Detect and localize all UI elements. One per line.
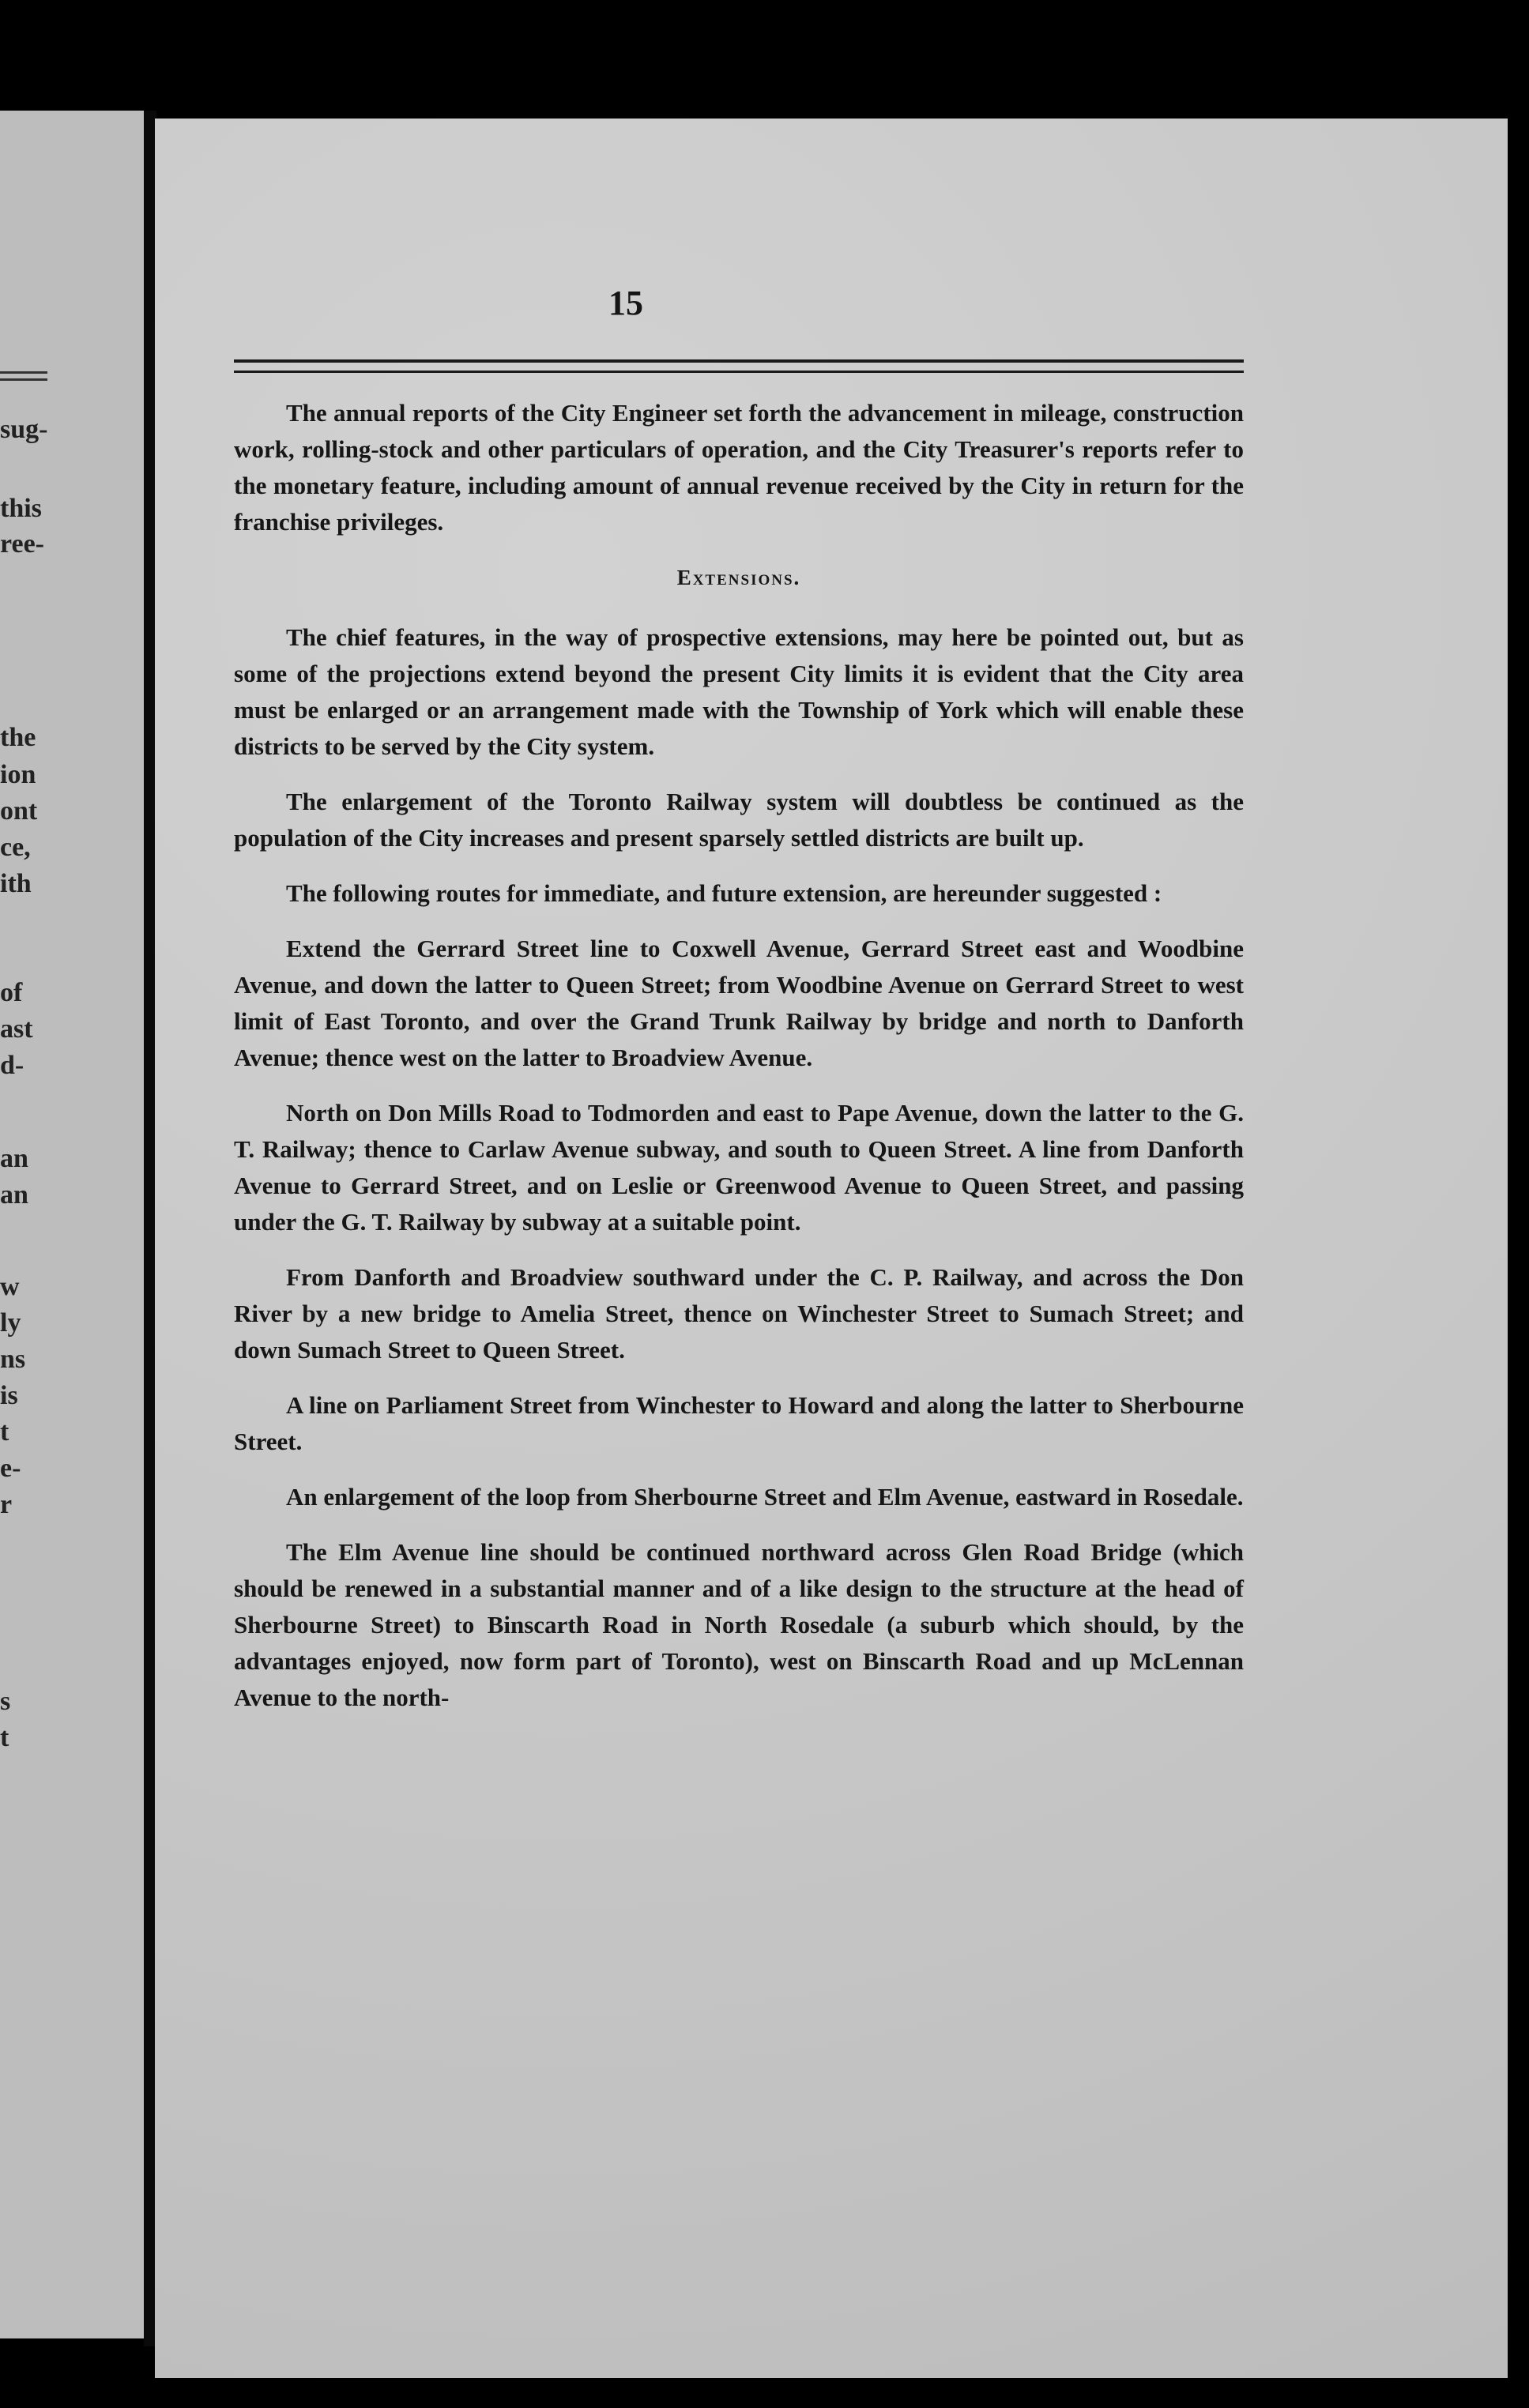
previous-page-rule — [0, 371, 47, 381]
header-rule — [234, 359, 1244, 373]
paragraph: The following routes for immediate, and future extension, are hereunder suggested : — [286, 879, 1162, 907]
previous-page-fragment: ce, — [0, 833, 31, 862]
previous-page-fragment: ith — [0, 869, 32, 898]
section-heading: Extensions. — [676, 566, 801, 589]
page-number: 15 — [608, 284, 643, 322]
previous-page-fragment: is — [0, 1381, 18, 1410]
paragraph: Extend the Gerrard Street line to Coxwell Avenue, Gerrard Street east and Woodbine Avenue, and down the latter to Queen Street; from Woodbine Avenue on Gerrard Street to west limit of East Toronto, and over the Grand Trunk Railway by bridge and north to Danforth Avenue; thence west on the latter to Broadview Avenue. — [234, 935, 1244, 1071]
previous-page-fragment: s — [0, 1687, 11, 1716]
previous-page-fragment: ly — [0, 1308, 21, 1338]
previous-page-fragment: r — [0, 1490, 13, 1519]
previous-page-fragment: this — [0, 494, 42, 523]
previous-page-fragment: sug- — [0, 415, 48, 444]
paragraph: A line on Parliament Street from Winchester to Howard and along the latter to Sherbourne Street. — [234, 1391, 1244, 1455]
previous-page-fragment: ion — [0, 760, 36, 789]
previous-page-fragment: ont — [0, 796, 38, 826]
previous-page-fragment: w — [0, 1272, 20, 1301]
paragraph: The annual reports of the City Engineer set forth the advancement in mileage, construction work, rolling-stock and other particulars of operation, and the City Treasurer's reports refer to the monetary feature, including amount of annual revenue received by the City in return for the franchise privileges. — [234, 399, 1244, 536]
previous-page-fragment: an — [0, 1144, 28, 1173]
paragraph: The chief features, in the way of prospective extensions, may here be pointed out, but as some of the projections extend beyond the present City limits it is evident that the City area must be enlarged or an arrangement made with the Township of York which will enable these districts to be served by the City system. — [234, 623, 1244, 760]
previous-page-fragment: t — [0, 1417, 9, 1447]
paragraph: The enlargement of the Toronto Railway system will doubtless be continued as the population of the City increases and present sparsely settled districts are built up. — [234, 788, 1244, 852]
previous-page-fragment: of — [0, 978, 23, 1007]
paragraph: An enlargement of the loop from Sherbourne Street and Elm Avenue, eastward in Rosedale. — [286, 1483, 1244, 1511]
paragraph: The Elm Avenue line should be continued northward across Glen Road Bridge (which should be renewed in a substantial manner and of a like design to the structure at the head of Sherbourne Street) to Binscarth Road in North Rosedale (a suburb which should, by the advantages enjoyed, now form part of Toronto), west on Binscarth Road and up McLennan Avenue to the north- — [234, 1538, 1244, 1711]
previous-page-fragment: ns — [0, 1345, 26, 1374]
previous-page-fragment: ree- — [0, 529, 44, 559]
previous-page-edge — [0, 111, 150, 2338]
document-page — [155, 119, 1508, 2378]
previous-page-fragment: t — [0, 1723, 9, 1752]
previous-page-fragment: the — [0, 723, 36, 752]
paragraph: From Danforth and Broadview southward under the C. P. Railway, and across the Don River by a new bridge to Amelia Street, thence on Winchester Street to Sumach Street; and down Sumach Street to Queen Street. — [234, 1263, 1244, 1364]
previous-page-fragment: d- — [0, 1051, 24, 1080]
previous-page-fragment: an — [0, 1180, 28, 1210]
previous-page-fragment: e- — [0, 1454, 21, 1483]
paragraph: North on Don Mills Road to Todmorden and east to Pape Avenue, down the latter to the G. T. Railway; thence to Carlaw Avenue subway, and south to Queen Street. A line from Danforth Avenue to Gerrard Street, and on Leslie or Greenwood Avenue to Queen Street, and passing under the G. T. Railway by subway at a suitable point. — [234, 1099, 1244, 1236]
previous-page-fragment: ast — [0, 1014, 33, 1044]
page-body — [234, 395, 1244, 1735]
